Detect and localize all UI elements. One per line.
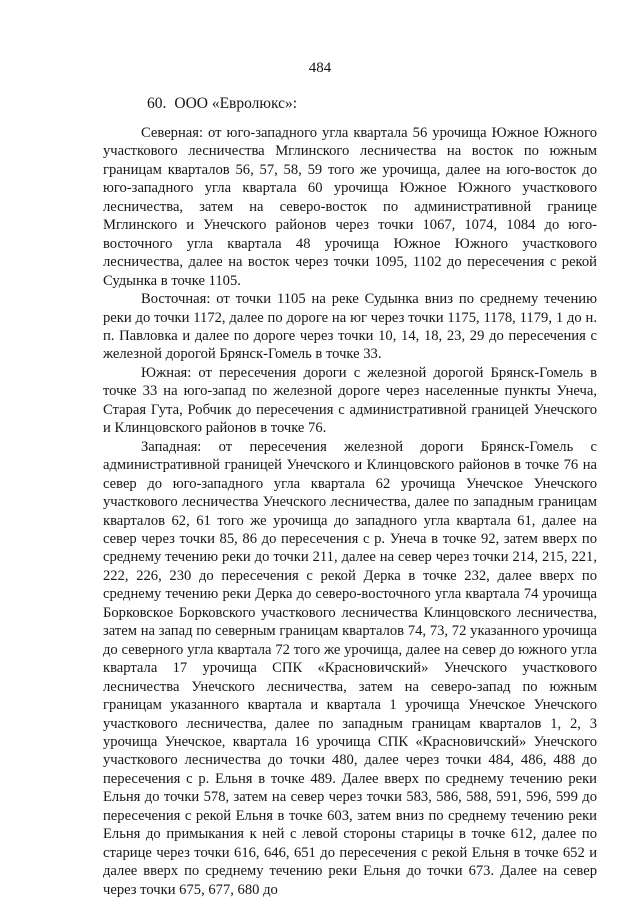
section-number: 60. [147,95,167,112]
paragraph-east: Восточная: от точки 1105 на реке Судынка вниз по среднему течению реки до точки 1172, далее по дороге на юг через точки 1175, 1178, 1179, 1 до н. п. Павловка и далее по дороге через точки 10, 14, 18, 23, 29 до пересечения с железной дорогой Брянск-Гомель в точке 33. [103,291,597,363]
section-heading [147,95,297,113]
section-title: ООО «Евролюкс»: [174,95,298,112]
paragraph-west: Западная: от пересечения железной дороги Брянск-Гомель с административной границей Унечского и Клинцовского районов в точке 76 на север до юго-западного угла квартала 62 урочища Унечское Унечского участкового лесничества Унечского лесничества, далее по западным границам кварталов 62, 61 того же урочища до западного угла квартала 61, далее на север через точки 85, 86 до пересечения с р. Унеча в точке 92, затем вверх по среднему течению реки до точки 211, далее на север через точки 214, 215, 221, 222, 226, 230 до пересечения с рекой Дерка в точке 232, далее вверх по среднему течению реки Дерка до северо-восточного угла квартала 74 урочища Борковское Борковского участкового лесничества Клинцовского лесничества, затем на запад по северным границам кварталов 74, 73, 72 указанного урочища до северного угла квартала 72 того же урочища, далее на север до южного угла квартала 17 урочища СПК «Красновичский» Унечского участкового лесничества Унечского лесничества, затем на северо-запад по южным границам указанного квартала и квартала 1 урочища Унечское Унечского участкового лесничества, далее по западным границам кварталов 1, 2, 3 урочища Унечское, квартала 16 урочища СПК «Красновичский» Унечского участкового лесничества до точки 480, далее через точки 484, 486, 488 до пересечения с р. Ельня в точке 489. Далее вверх по среднему течению реки Ельня до точки 578, затем на север через точки 583, 586, 588, 591, 596, 599 до пересечения с рекой Ельня в точке 603, затем вниз по среднему течению реки Ельня до примыкания к ней с левой стороны старицы в точке 612, далее по старице через точки 616, 646, 651 до пересечения с рекой Ельня в точке 652 и далее вверх по среднему течению реки Ельня до точки 673. Далее на север через точки 675, 677, 680 до [103,438,597,898]
paragraph-north: Северная: от юго-западного угла квартала 56 урочища Южное Южного участкового лесничества Мглинского лесничества на восток по южным границам кварталов 56, 57, 58, 59 того же урочища, далее на юго-восток до юго-западного угла квартала 60 урочища Южное Южного участкового лесничества, затем на северо-восток по административной границе Мглинского и Унечского районов через точки 1067, 1074, 1084 до юго-восточного угла квартала 48 урочища Южное Южного участкового лесничества, далее на восток через точки 1095, 1102 до пересечения с рекой Судынка в точке 1105. [103,125,597,289]
paragraph-south: Южная: от пересечения дороги с железной дорогой Брянск-Гомель в точке 33 на юго-запад по железной дороге через населенные пункты Унеча, Старая Гута, Робчик до пересечения с административной границей Унечского и Клинцовского районов в точке 76. [103,364,597,437]
page-number: 484 [308,60,332,76]
body-text [103,124,597,899]
